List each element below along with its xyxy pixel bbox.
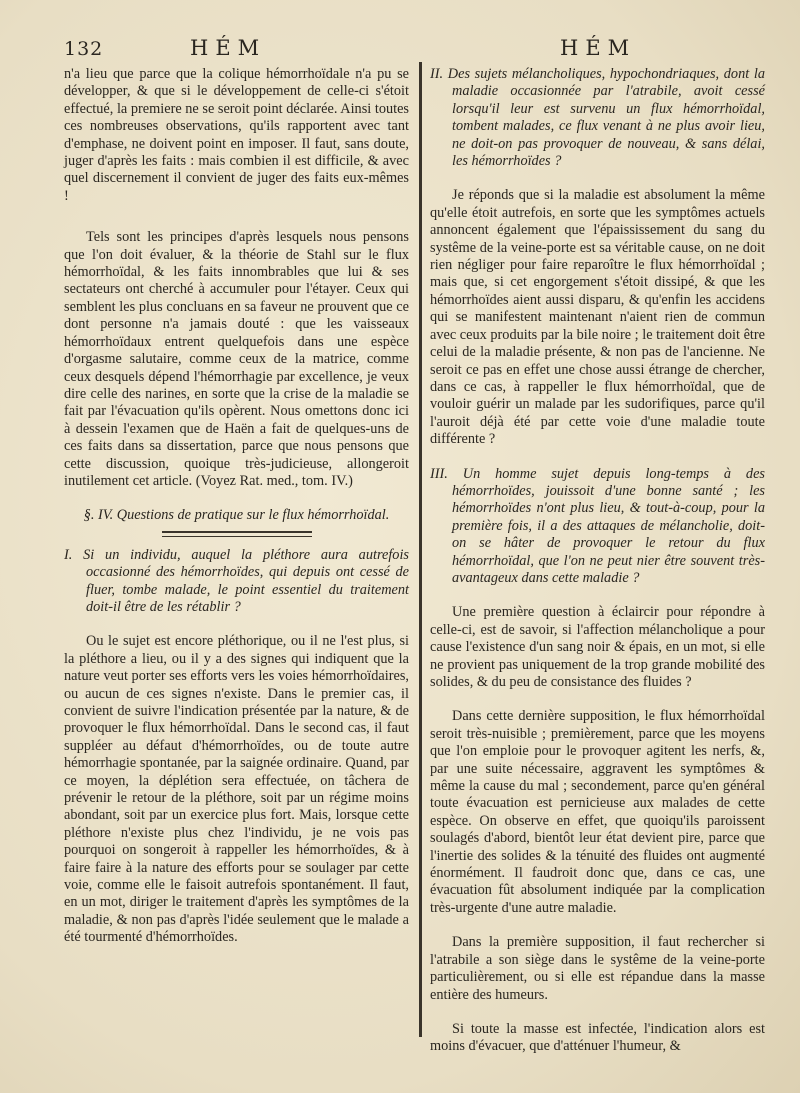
column-divider <box>419 62 422 1037</box>
right-column <box>430 66 765 1056</box>
running-head-right: HÉM <box>560 36 637 60</box>
section-rule <box>162 531 312 537</box>
paragraph: Ou le sujet est encore pléthorique, ou il ne l'est plus, si la pléthore a lieu, ou il y a des signes qui indiquent que la nature veut porter ses efforts vers les voies hémorrhoïdaires, ou aucun de ces signes n'existe. Dans le premier cas, il convient de suivre l'indication présentée par la nature, & de provoquer le flux hémorrhoïdal. Dans le second cas, il faut suppléer au défaut d'hémorrhoïdes, ou de toute autre hémorrhagie spontanée, par la saignée ordinaire. Quand, par ce moyen, la déplétion sera effectuée, on tâchera de prévenir le retour de la pléthore, soit par un régime moins abondant, soit par un exercice plus fort. Mais, lorsque cette pléthore n'existe plus chez l'individu, je ne vois pas pourquoi on songeroit à rappeller les hémorrhoïdes, & à faire faire à la nature des efforts pour se soulager par cette voie, comme elle le faisoit autrefois spontanément. Il faut, en un mot, diriger le traitement d'après les symptômes de la maladie, & non pas d'après l'idée seulement que le malade a été tourmenté d'hémorrhoïdes. <box>64 633 409 946</box>
paragraph: Si toute la masse est infectée, l'indication alors est moins d'évacuer, que d'atténuer l'humeur, & <box>430 1020 765 1055</box>
left-column <box>64 66 409 947</box>
paragraph: Tels sont les principes d'après lesquels nous pensons que l'on doit évaluer, & la théorie de Stahl sur le flux hémorrhoïdal, & les faits innombrables que lui & ses sectateurs ont cherché à accumuler pour l'étayer. Ceux qui semblent les plus concluans en sa faveur ne prouvent que ce dont personne n'a jamais douté : que les vaisseaux hémorrhoïdaux entrent quelquefois dans une espèce d'orgasme salutaire, comme ceux de la matrice, comme ceux desquels dépend l'hémorrhagie par excellence, je veux dire celle des narines, en sorte que la crise de la maladie se fait par l'évacuation qu'ils opèrent. Nous omettons donc ici à dessein l'examen que de Haën a fait de quelques-uns de ces faits dans sa dissertation, parce que nous pensons que cette discussion, quoique très-judicieuse, allongeroit inutilement cet article. (Voyez Rat. med., tom. IV.) <box>64 229 409 489</box>
page-number: 132 <box>64 38 104 60</box>
question-heading: I. Si un individu, auquel la pléthore aura autrefois occasionné des hémorrhoïdes, qui depuis ont cessé de fluer, tombe malade, le point essentiel du traitement doit-il être de les rétablir ? <box>64 546 409 615</box>
question-heading: II. Des sujets mélancholiques, hypochondriaques, dont la maladie occasionnée par l'atrabile, avoit cessé lorsqu'il leur est survenu un flux hémorrhoïdal, tombent malades, ce flux venant à ne plus avoir lieu, ne doit-on pas provoquer de nouveau, & sans délai, les hémorrhoïdes ? <box>430 66 765 170</box>
paragraph: n'a lieu que parce que la colique hémorrhoïdale n'a pu se développer, & que si le développement de celle-ci s'étoit effectué, la premiere ne se seroit point déclarée. Ainsi toutes ces nombreuses observations, qu'ils rapportent avec tant d'emphase, ne doivent point en imposer. Il faut, sans doute, juger d'après les faits : mais combien il est difficile, & avec quel discernement il convient de juger des faits eux-mêmes ! <box>64 66 409 204</box>
section-title: §. IV. Questions de pratique sur le flux hémorrhoïdal. <box>83 507 390 524</box>
running-head-left: HÉM <box>190 36 267 60</box>
paragraph: Je réponds que si la maladie est absolument la même qu'elle étoit autrefois, en sorte que les symptômes actuels annoncent également que l'épaississement du sang du systême de la veine-porte est sa véritable cause, on ne doit rien négliger pour faire reparoître le flux hémorrhoïdal ; mais que, si cet engorgement s'étoit dissipé, & que les hémorrhoïdes aient aussi disparu, & qu'enfin les accidens qui se manifestent maintenant n'aient rien de commun avec ceux produits par la bile noire ; le traitement doit être celui de la maladie présente, & non pas de l'ancienne. Ne seroit ce pas en effet une chose aussi étrange de chercher, dans ce cas, à rappeller le flux hémorrhoïdal, que de vouloir guérir un malade par les sudorifiques, parce qu'il l'auroit déjà été par cette voie d'une maladie toute différente ? <box>430 187 765 448</box>
page-header <box>0 34 800 64</box>
question-heading: III. Un homme sujet depuis long-temps à des hémorrhoïdes, jouissoit d'une bonne santé ; les hémorrhoïdes n'ont plus lieu, & tout-à-coup, pour la première fois, il a des attaques de mélancholie, doit-on se hâter de provoquer le retour du flux hémorrhoïdal, que l'on ne peut nier être souvent très-avantageux dans cette maladie ? <box>430 465 765 586</box>
paragraph: Dans la première supposition, il faut rechercher si l'atrabile a son siège dans le systême de la veine-porte particulièrement, ou si elle est répandue dans la masse entière des humeurs. <box>430 934 765 1003</box>
paragraph: Dans cette dernière supposition, le flux hémorrhoïdal seroit très-nuisible ; premièrement, parce que les moyens que l'on emploie pour le provoquer agitent les nerfs, &, par une suite nécessaire, aggravent les symptômes & même la cause du mal ; secondement, parce qu'en général toute évacuation est pernicieuse aux malades de cette espèce. On observe en effet, que quoiqu'ils paroissent soulagés d'abord, bientôt leur état devient pire, parce que l'inertie des solides & la ténuité des fluides ont augmenté énormément. Il faudroit donc que, dans ce cas, une évacuation fût absolument indiquée par la complication très-urgente d'une autre maladie. <box>430 708 765 916</box>
paragraph: Une première question à éclaircir pour répondre à celle-ci, est de savoir, si l'affection mélancholique a pour cause l'existence d'un sang noir & épais, en un mot, si elle ne provient pas uniquement de la trop grande mobilité des solides, & du peu de consistance des fluides ? <box>430 604 765 690</box>
